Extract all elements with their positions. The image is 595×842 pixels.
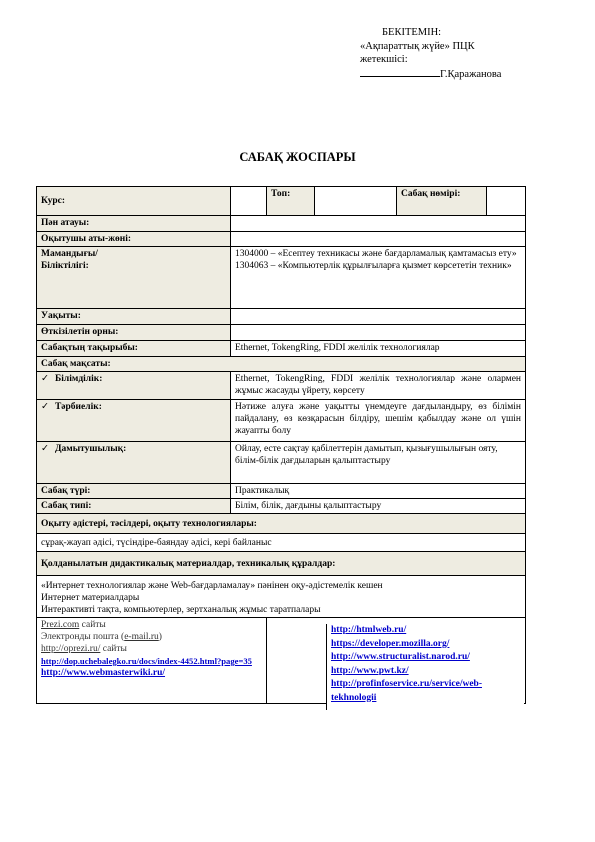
resources-left-cell	[37, 618, 267, 704]
pwt-link[interactable]: http://www.pwt.kz/	[331, 665, 409, 676]
materials-line-1: «Интернет технологиялар және Web-бағдарламалау» пәнінен оқу-әдістемелік кешен	[41, 581, 383, 591]
signature-underline	[360, 67, 440, 77]
specialty-value-2: 1304063 – «Компьютерлік құрылғыларға қызмет көрсететін техник»	[235, 261, 512, 271]
topic-label: Сабақтың тақырыбы:	[37, 341, 231, 357]
approval-signer: Г.Қаражанова	[440, 68, 502, 80]
page-title: САБАҚ ЖОСПАРЫ	[239, 150, 356, 164]
row-time	[37, 309, 526, 325]
prezi-link[interactable]: Prezi.com	[41, 620, 80, 630]
row-materials-header	[37, 552, 526, 576]
materials-line-2: Интернет материалдары	[41, 593, 140, 603]
lesson-type-label: Сабақ түрі:	[37, 484, 231, 499]
email-line	[41, 631, 267, 643]
approval-role: жетекшісі:	[360, 54, 408, 65]
course-value	[231, 187, 267, 216]
resources-left-content	[41, 619, 267, 679]
developmental-label: ✓ Дамытушылық:	[37, 442, 231, 484]
row-specialty	[37, 247, 526, 309]
htmlweb-link[interactable]: http://htmlweb.ru/	[331, 625, 407, 635]
row-lesson-kind	[37, 499, 526, 514]
specialty-value-1: 1304000 – «Есептеу техникасы және бағдарламалық қамтамасыз ету»	[235, 249, 517, 259]
approval-heading: БЕКІТЕМІН:	[382, 27, 442, 38]
profinfoservice-link[interactable]: http://profinfoservice.ru/service/web-tekhnologii	[331, 679, 482, 703]
group-label: Топ:	[267, 187, 315, 216]
educational-value: Ethernet, TokengRing, FDDI желілік технологиялар және олармен жұмыс жасауды үйрету, көрсету	[231, 372, 526, 400]
row-upbringing	[37, 400, 526, 442]
methods-value: сұрақ-жауап әдісі, түсіндіре-баяндау әдісі, кері байланыс	[37, 534, 526, 552]
approval-block	[360, 26, 501, 81]
lesson-number-label: Сабақ нөмірі:	[397, 187, 487, 216]
oprezi-suffix: сайты	[100, 644, 127, 654]
place-value	[231, 325, 526, 341]
topic-value: Ethernet, TokengRing, FDDI желілік технологиялар	[231, 341, 526, 357]
subject-value	[231, 216, 526, 232]
upbringing-label: ✓ Тәрбиелік:	[37, 400, 231, 442]
row-topic	[37, 341, 526, 357]
time-value	[231, 309, 526, 325]
materials-value-cell	[37, 576, 526, 618]
row-goal	[37, 357, 526, 372]
time-label: Уақыты:	[37, 309, 231, 325]
row-teacher	[37, 232, 526, 247]
lesson-kind-label: Сабақ типі:	[37, 499, 231, 514]
oprezi-link[interactable]: http://oprezi.ru/	[41, 644, 101, 654]
structuralist-link[interactable]: http://www.structuralist.narod.ru/	[331, 652, 470, 662]
resources-right-content	[326, 624, 524, 710]
subject-label: Пән атауы:	[37, 216, 231, 232]
mozilla-link[interactable]: https://developer.mozilla.org/	[331, 638, 450, 649]
row-developmental	[37, 442, 526, 484]
email-suffix: )	[158, 632, 162, 642]
dop-link[interactable]: http://dop.uchebalegko.ru/docs/index-4452.html?page=35	[41, 656, 252, 666]
specialty-label: Мамандығы/	[41, 249, 98, 259]
prezi-suffix: сайты	[79, 620, 106, 630]
place-label: Өткізілетін орны:	[37, 325, 231, 341]
lesson-number-value	[487, 187, 526, 216]
row-lesson-type	[37, 484, 526, 499]
email-link[interactable]: e-mail.ru	[124, 632, 159, 642]
educational-label: ✓ Білімділік:	[37, 372, 231, 400]
qualification-label: Біліктілігі:	[41, 261, 89, 271]
teacher-label: Оқытушы аты-жөні:	[37, 232, 231, 247]
materials-line-3: Интерактивті тақта, компьютерлер, зертханалық жұмыс таратпалары	[41, 605, 321, 615]
email-prefix: Электронды пошта (	[41, 632, 125, 642]
approval-signature-line	[360, 67, 501, 82]
row-methods-value	[37, 534, 526, 552]
row-methods-header	[37, 514, 526, 534]
row-subject	[37, 216, 526, 232]
specialty-value-cell	[231, 247, 526, 309]
row-materials-value	[37, 576, 526, 618]
methods-label: Оқыту әдістері, тәсілдері, оқыту технологиялары:	[37, 514, 526, 534]
upbringing-value: Нәтиже алуға және уақытты үнемдеуге дағдыландыру, өз білімін пайдалану, өз көзқарасын білдіру, шешім қабылдау және ол үшін жауапты болу	[231, 400, 526, 442]
oprezi-line	[41, 643, 267, 655]
lesson-kind-value: Білім, білік, дағдыны қалыптастыру	[231, 499, 526, 514]
lesson-type-value: Практикалық	[231, 484, 526, 499]
course-label: Курс:	[37, 187, 231, 216]
row-educational	[37, 372, 526, 400]
prezi-line	[41, 619, 267, 631]
goal-label: Сабақ мақсаты:	[37, 357, 526, 372]
developmental-value: Ойлау, есте сақтау қабілеттерін дамытып, қызығушылығын ояту, білім-білік дағдыларын қалыптастыру	[231, 442, 526, 484]
group-value	[315, 187, 397, 216]
approval-committee: «Ақпараттық жүйе» ПЦК	[360, 40, 475, 52]
webmaster-link[interactable]: http://www.webmasterwiki.ru/	[41, 668, 166, 678]
materials-label: Қолданылатын дидактикалық материалдар, техникалық құралдар:	[37, 552, 526, 576]
teacher-value	[231, 232, 526, 247]
row-course	[37, 187, 526, 216]
row-place	[37, 325, 526, 341]
specialty-label-cell	[37, 247, 231, 309]
